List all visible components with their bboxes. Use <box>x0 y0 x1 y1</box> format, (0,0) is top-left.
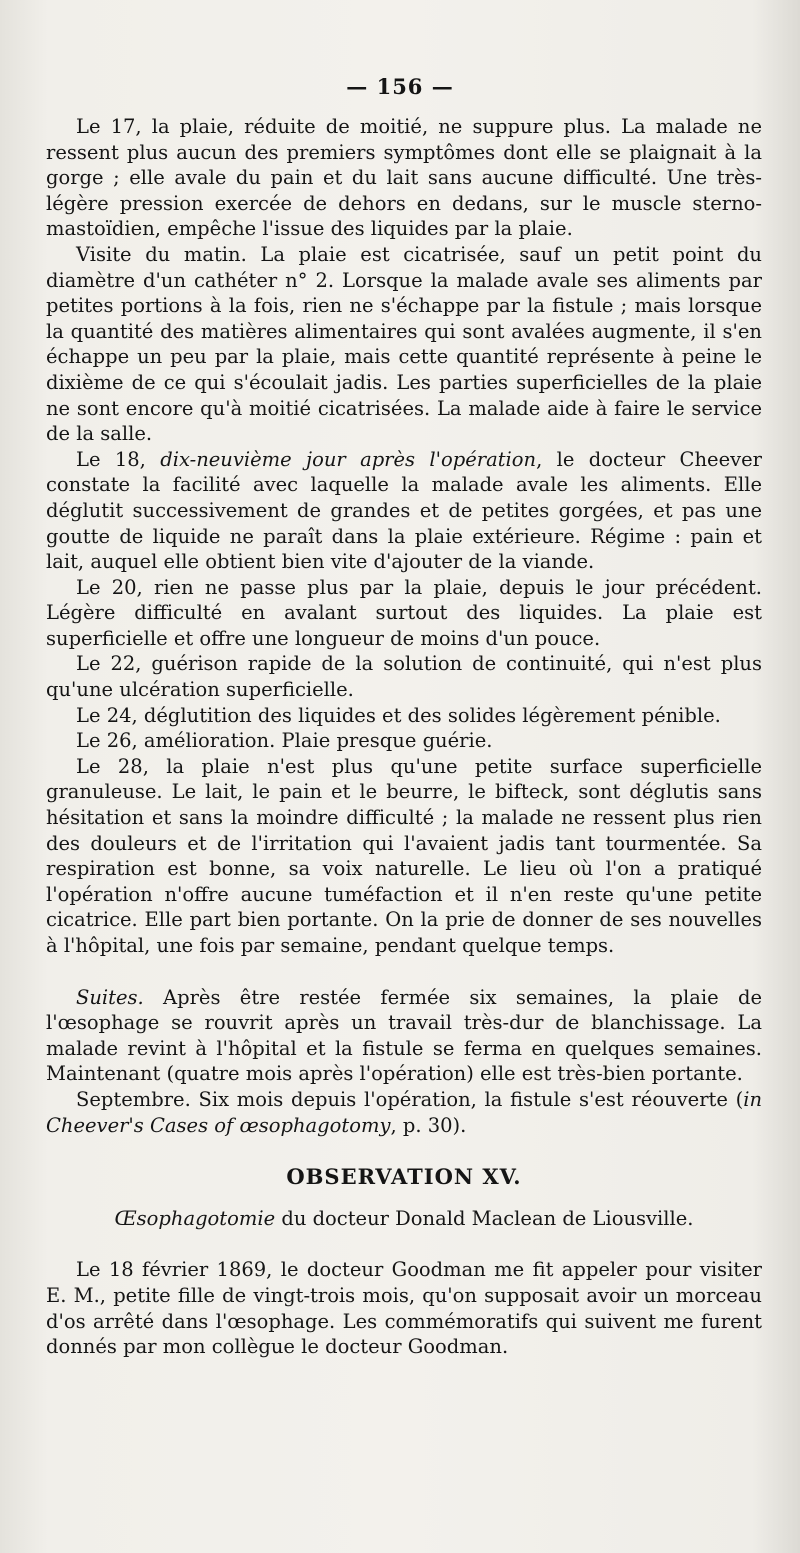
observation-subtitle-text: du docteur Donald Maclean de Liousville. <box>275 1206 694 1230</box>
page-body <box>46 114 762 1360</box>
paragraph-suites <box>46 985 762 1087</box>
paragraph-day-20: Le 20, rien ne passe plus par la plaie, depuis le jour précédent. Légère difficulté en avalant surtout des liquides. La plaie est superficielle et offre une longueur de moins d'un pouce. <box>46 575 762 650</box>
page-number: — 156 — <box>346 74 454 99</box>
septembre-end: , p. 30). <box>390 1113 467 1137</box>
septembre-lead: Septembre. Six mois depuis l'opération, la fistule s'est réouverte ( <box>76 1087 744 1111</box>
paragraph-day-26: Le 26, amélioration. Plaie presque guérie. <box>76 729 493 753</box>
day-18-lead: Le 18, <box>76 447 161 471</box>
observation-title: OBSERVATION XV. <box>286 1164 522 1190</box>
day-18-body: , le docteur Cheever constate la facilité avec laquelle la malade avale les aliments. Elle déglutit successivement de grandes et de petites gorgées, et pas une goutte de liquide ne paraît dans la plaie extérieure. Régime : pain et lait, auquel elle obtient bien vite d'ajouter de la viande. <box>46 447 762 574</box>
paragraph-day-28: Le 28, la plaie n'est plus qu'une petite surface superficielle granuleuse. Le lait, le pain et le beurre, le bifteck, sont déglutis sans hésitation et sans la moindre difficulté ; la malade ne ressent plus rien des douleurs et de l'irritation qui l'avaient jadis tant tourmentée. Sa respiration est bonne, sa voix naturelle. Le lieu où l'on a pratiqué l'opération n'offre aucune tuméfaction et il n'en reste qu'une petite cicatrice. Elle part bien portante. On la prie de donner de ses nouvelles à l'hôpital, une fois par semaine, pendant quelque temps. <box>46 754 762 957</box>
suites-text: Après être restée fermée six semaines, la plaie de l'œsophage se rouvrit après un travail très-dur de blanchissage. La malade revint à l'hôpital et la fistule se ferma en quelques semaines. Maintenant (quatre mois après l'opération) elle est très-bien portante. <box>46 985 762 1086</box>
paragraph-day-18 <box>46 447 762 575</box>
day-18-italic: dix-neuvième jour après l'opération <box>160 447 537 471</box>
paragraph-septembre <box>46 1087 762 1138</box>
septembre-citation: in Cheever's Cases of œsophagotomy <box>46 1087 762 1137</box>
observation-subtitle <box>46 1206 762 1232</box>
paragraph-day-17: Le 17, la plaie, réduite de moitié, ne suppure plus. La malade ne ressent plus aucun des premiers symptômes dont elle se plaignait à la gorge ; elle avale du pain et du lait sans aucune difficulté. Une très-légère pression exercée de dehors en dedans, sur le muscle sterno-mastoïdien, empêche l'issue des liquides par la plaie. <box>46 115 762 241</box>
paragraph-day-24: Le 24, déglutition des liquides et des solides légèrement pénible. <box>76 703 721 727</box>
paragraph-day-22: Le 22, guérison rapide de la solution de continuité, qui n'est plus qu'une ulcération superficielle. <box>46 652 762 702</box>
paragraph-observation-intro: Le 18 février 1869, le docteur Goodman me fit appeler pour visiter E. M., petite fille de vingt-trois mois, qu'on supposait avoir un morceau d'os arrêté dans l'œsophage. Les commémoratifs qui suivent me furent donnés par mon collègue le docteur Goodman. <box>46 1258 762 1359</box>
observation-subtitle-italic: Œsophagotomie <box>114 1206 276 1230</box>
suites-label: Suites. <box>76 985 144 1009</box>
paragraph-morning-visit: Visite du matin. La plaie est cicatrisée, sauf un petit point du diamètre d'un cathéter n° 2. Lorsque la malade avale ses aliments par petites portions à la fois, rien ne s'échappe par la fistule ; mais lorsque la quantité des matières alimentaires qui sont avalées augmente, il s'en échappe un peu par la plaie, mais cette quantité représente à peine le dixième de ce qui s'écoulait jadis. Les parties superficielles de la plaie ne sont encore qu'à moitié cicatrisées. La malade aide à faire le service de la salle. <box>46 242 762 446</box>
